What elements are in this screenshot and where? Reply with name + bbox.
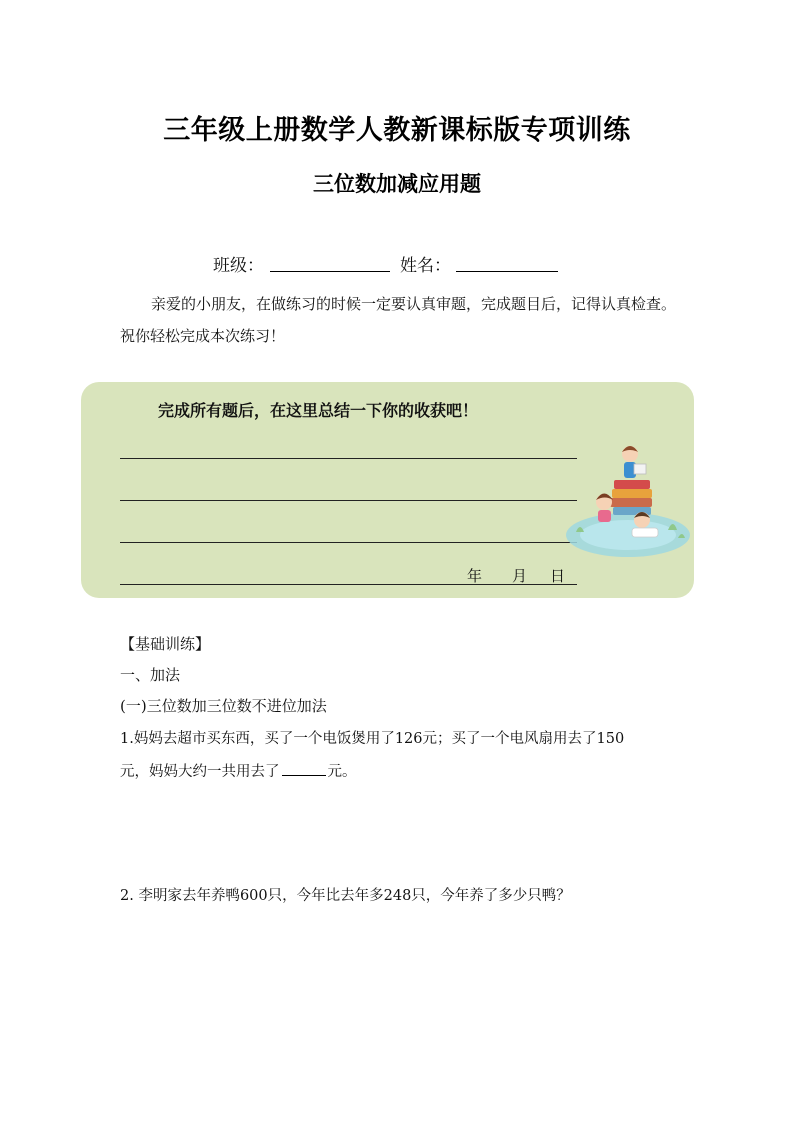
- intro-text: 亲爱的小朋友，在做练习的时候一定要认真审题，完成题目后，记得认真检查。祝你轻松完成本次练习！: [120, 295, 677, 345]
- children-reading-illustration: [558, 440, 694, 564]
- date-day-label: 日: [550, 567, 566, 585]
- answer-blank[interactable]: [282, 761, 326, 776]
- question-1-line-2: [120, 760, 357, 781]
- question-1-text: 元，妈妈大约一共用去了: [120, 764, 280, 780]
- class-label: 班级：: [213, 256, 264, 276]
- page-subtitle: 三位数加减应用题: [313, 172, 481, 196]
- summary-prompt: 完成所有题后，在这里总结一下你的收获吧！: [158, 401, 479, 420]
- summary-write-line[interactable]: [120, 500, 577, 501]
- question-1-line-1: 1.妈妈去超市买东西，买了一个电饭煲用了126元；买了一个电风扇用去了150: [120, 731, 625, 747]
- summary-write-line[interactable]: [120, 584, 577, 585]
- question-1-unit: 元。: [327, 764, 357, 780]
- question-2: 2. 李明家去年养鸭600只，今年比去年多248只，今年养了多少只鸭？: [120, 888, 571, 904]
- page-title: 三年级上册数学人教新课标版专项训练: [163, 115, 631, 146]
- date-year-label: 年: [467, 567, 483, 585]
- date-month-label: 月: [512, 567, 528, 585]
- summary-write-line[interactable]: [120, 458, 577, 459]
- section-heading: 【基础训练】: [120, 635, 211, 653]
- summary-write-line[interactable]: [120, 542, 577, 543]
- subpart-heading: (一)三位数加三位数不进位加法: [120, 697, 327, 715]
- name-label: 姓名：: [400, 256, 451, 276]
- part-heading: 一、加法: [120, 666, 181, 684]
- name-field[interactable]: [456, 270, 558, 272]
- class-field[interactable]: [270, 270, 390, 272]
